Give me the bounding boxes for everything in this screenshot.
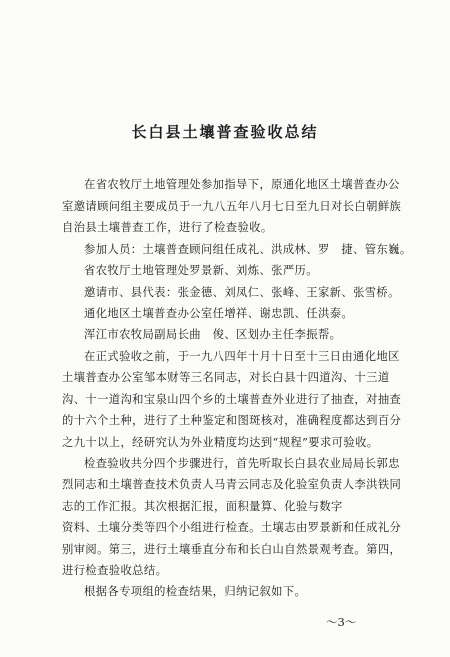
text-line: 志的工作汇报。其次根据汇报，面积量算、化验与数字 [62,500,343,513]
text-line: 检查验收共分四个步骤进行，首先听取长白县农业局局长郭忠 [84,457,400,470]
text-line: 之九十以上，经研究认为外业精度均达到“规程”要求可验收。 [62,436,379,449]
page-number: ～3～ [326,615,357,629]
text-line: 在正式验收之前，于一九八四年十月十日至十三日由通化地区 [84,350,400,363]
text-line: 根据各专项组的检查结果，归纳记叙如下。 [84,585,307,598]
text-line: 室邀请顾问组主要成员于一九八五年八月七日至九日对长白朝鲜族 [62,200,402,213]
page-title: 长白县土壤普查验收总结 [131,123,319,141]
text-line: 沟、十一道沟和宝泉山四个乡的土壤普查外业进行了抽查，对抽查 [62,393,402,406]
text-line: 别审阅。第三，进行土壤垂直分布和长白山自然景观考查。第四， [62,543,402,556]
text-line: 在省农牧厅土地管理处参加指导下，原通化地区土壤普查办公 [84,178,400,191]
text-line: 自治县土壤普查工作，进行了检查验收。 [62,221,273,234]
text-line: 浑江市农牧局副局长曲 俊、区划办主任李振帮。 [84,328,342,341]
text-line: 邀请市、县代表：张金德、刘凤仁、张峰、王家新、张雪桥。 [84,286,400,299]
text-line: 参加人员：土壤普查顾问组任成礼、洪成林、罗 捷、管东巍。 [84,243,412,256]
text-line: 的十六个土种，进行了土种鉴定和图斑核对，准确程度都达到百分 [62,414,402,427]
text-line: 烈同志和土壤普查技术负责人马青云同志及化验室负责人李洪铁同 [62,478,402,491]
text-line: 土壤普查办公室邹本财等三名同志，对长白县十四道沟、十三道 [62,371,390,384]
text-line: 通化地区土壤普查办公室任增祥、谢忠凯、任洪泰。 [84,307,354,320]
text-line: 省农牧厅土地管理处罗景新、刘炼、张严历。 [84,264,318,277]
text-line: 进行检查验收总结。 [62,564,168,577]
text-line: 资料、土壤分类等四个小组进行检查。土壤志由罗景新和任成礼分 [62,521,402,534]
